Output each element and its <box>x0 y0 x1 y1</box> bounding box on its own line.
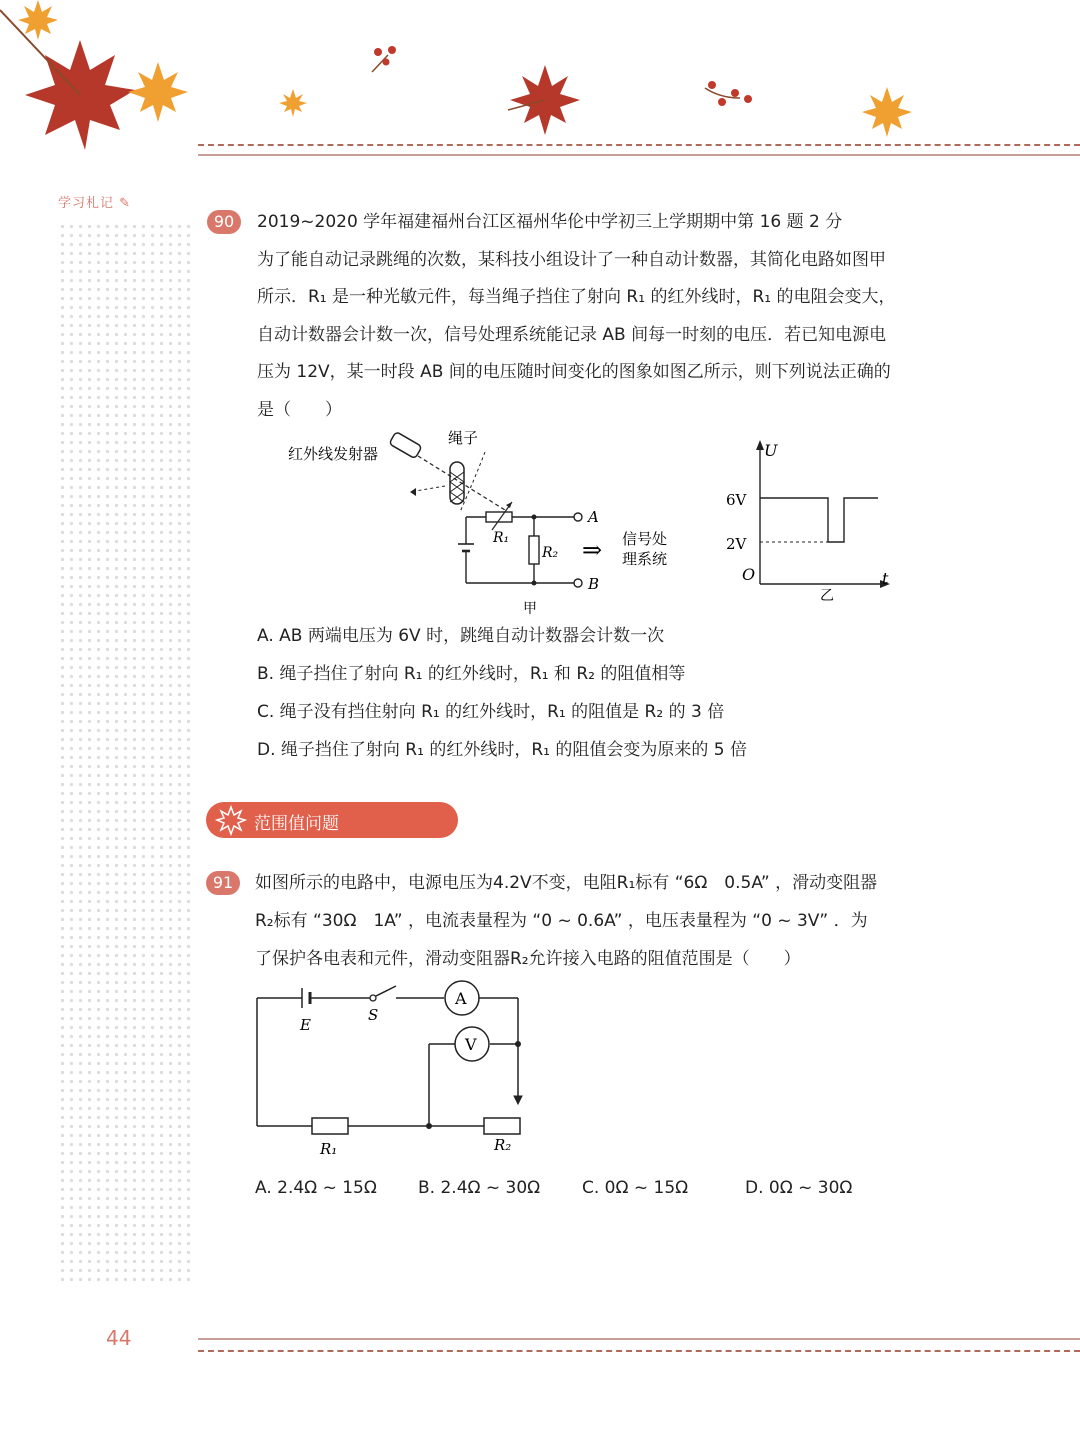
circuit-figure-jia <box>280 420 700 620</box>
signal-label: 理系统 <box>622 550 668 568</box>
berries-icon <box>372 46 396 72</box>
question-stem-line: 所示．R₁ 是一种光敏元件，每当绳子挡住了射向 R₁ 的红外线时，R₁ 的电阻会变大， <box>257 287 896 307</box>
orange-maple-leaf-icon <box>862 87 912 137</box>
switch-label: S <box>368 1006 379 1024</box>
battery-label: E <box>300 1016 311 1034</box>
maple-leaf-icon <box>214 804 248 836</box>
voltage-curve <box>760 498 878 542</box>
question-stem-line: 是（ ） <box>257 400 342 420</box>
question-stem-line: 压为 12V，某一时段 AB 间的电压随时间变化的图象如图乙所示，则下列说法正确的 <box>257 362 891 382</box>
section-title: 范围值问题 <box>254 814 339 834</box>
option-a[interactable]: A. 2.4Ω ~ 15Ω <box>255 1178 377 1198</box>
header-rule <box>198 154 1080 156</box>
option-a[interactable]: A. AB 两端电压为 6V 时，跳绳自动计数器会计数一次 <box>257 626 665 646</box>
question-number-badge: 90 <box>207 210 241 234</box>
figure-caption-yi: 乙 <box>820 588 834 604</box>
question-stem-line: R₂标有 “30Ω 1A” ，电流表量程为 “0 ~ 0.6A” ，电压表量程为 “0 ~ 3V” ．为 <box>255 911 868 931</box>
signal-label: 信号处 <box>622 530 668 548</box>
voltmeter-label: V <box>465 1035 477 1054</box>
question-stem-line: 自动计数器会计数一次，信号处理系统能记录 AB 间每一时刻的电压．若已知电源电 <box>257 325 887 345</box>
origin-label: O <box>742 565 756 584</box>
terminal-a-label: A <box>588 508 599 526</box>
ammeter-label: A <box>455 989 467 1008</box>
y-axis-label: U <box>764 441 778 460</box>
footer-dashed-line <box>198 1350 1080 1352</box>
emitter-label: 红外线发射器 <box>288 445 379 463</box>
rope-label: 绳子 <box>448 429 479 447</box>
question-number-badge: 91 <box>206 871 240 895</box>
berries-icon <box>705 81 752 106</box>
footer-rule <box>198 1338 1080 1340</box>
option-b[interactable]: B. 绳子挡住了射向 R₁ 的红外线时，R₁ 和 R₂ 的阻值相等 <box>257 664 686 684</box>
notes-label: 学习札记 ✎ <box>58 196 132 211</box>
option-d[interactable]: D. 0Ω ~ 30Ω <box>745 1178 853 1198</box>
question-stem-line: 了保护各电表和元件，滑动变阻器R₂允许接入电路的阻值范围是（ ） <box>255 949 801 969</box>
page-number: 44 <box>106 1326 132 1350</box>
voltage-graph-yi <box>720 436 900 606</box>
question-stem-line: 为了能自动记录跳绳的次数，某科技小组设计了一种自动计数器，其简化电路如图甲 <box>257 250 886 270</box>
terminal-b-label: B <box>588 575 600 593</box>
header-dashed-line <box>198 144 1080 146</box>
r1-label: R₁ <box>320 1140 338 1158</box>
x-axis-label: t <box>882 569 889 588</box>
question-source: 2019~2020 学年福建福州台江区福州华伦中学初三上学期期中第 16 题 2 分 <box>257 212 843 232</box>
rheostat-r2 <box>484 1118 520 1134</box>
circuit-figure-q91 <box>250 976 540 1166</box>
tick-label-2v: 2V <box>726 535 747 553</box>
r1-label: R₁ <box>493 530 510 546</box>
r2-label: R₂ <box>494 1136 512 1154</box>
question-stem-line: 如图所示的电路中，电源电压为4.2V不变，电阻R₁标有 “6Ω 0.5A” ，滑动变阻器 <box>255 873 878 893</box>
double-arrow-icon: ⇒ <box>582 536 603 564</box>
option-d[interactable]: D. 绳子挡住了射向 R₁ 的红外线时，R₁ 的阻值会变为原来的 5 倍 <box>257 740 747 760</box>
notes-dot-grid <box>58 222 196 1284</box>
option-b[interactable]: B. 2.4Ω ~ 30Ω <box>418 1178 541 1198</box>
resistor-r1 <box>312 1118 348 1134</box>
autumn-leaves-decoration <box>0 0 1080 160</box>
r2-label: R₂ <box>542 545 559 561</box>
option-c[interactable]: C. 绳子没有挡住射向 R₁ 的红外线时，R₁ 的阻值是 R₂ 的 3 倍 <box>257 702 725 722</box>
option-c[interactable]: C. 0Ω ~ 15Ω <box>582 1178 689 1198</box>
orange-maple-leaf-icon <box>18 0 58 40</box>
tick-label-6v: 6V <box>726 491 747 509</box>
small-orange-leaf-icon <box>279 89 307 117</box>
orange-maple-leaf-icon <box>128 62 188 122</box>
infrared-emitter-icon <box>389 432 422 459</box>
figure-caption-jia: 甲 <box>523 601 537 617</box>
